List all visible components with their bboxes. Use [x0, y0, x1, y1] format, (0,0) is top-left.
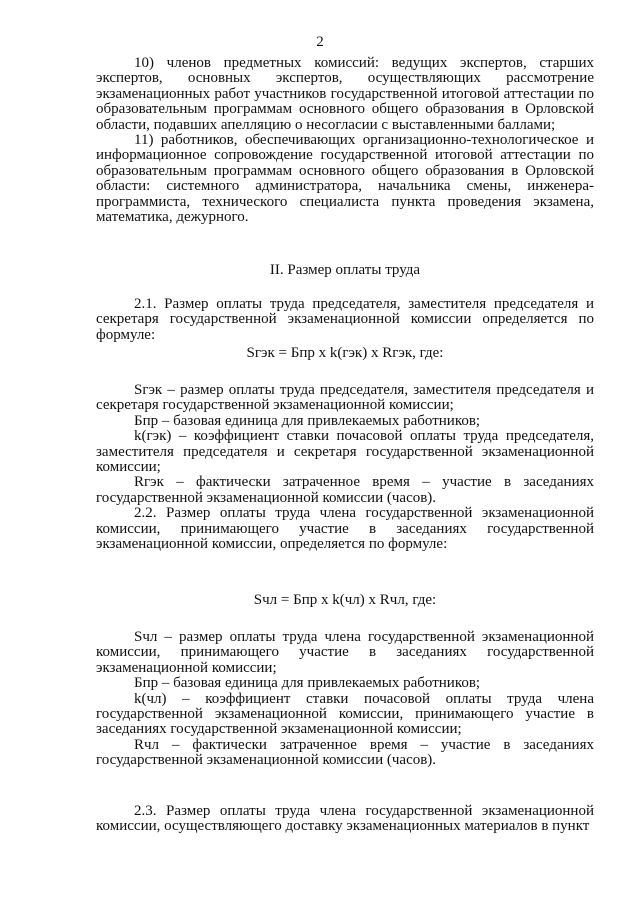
- definition-rchl: Rчл – фактически затраченное время – участие в заседаниях государственной экзаменационной комиссии (часов).: [96, 736, 594, 769]
- definition-kchl: k(чл) – коэффициент ставки почасовой оплаты труда члена государственной экзаменационной комиссии, принимающего участие в заседаниях государственной экзаменационной комиссии;: [96, 690, 594, 738]
- formula-schl: Sчл = Бпр х k(чл) х Rчл, где:: [253, 592, 437, 608]
- list-item-11: 11) работников, обеспечивающих организационно-технологическое и информационное сопровождение государственной итоговой аттестации по образовательным программам основного общего образования в Орловской области: системного администратора, начальника смены, инженера-программиста, технического специалиста пункта проведения экзамена, математика, дежурного.: [96, 132, 594, 226]
- list-items-top: [96, 56, 594, 225]
- definitions-block-2: [96, 630, 594, 769]
- definition-sgek: Sгэк – размер оплаты труда председателя, заместителя председателя и секретаря государственной экзаменационной комиссии;: [96, 382, 594, 414]
- section-heading: II. Размер оплаты труда: [269, 262, 421, 278]
- definition-bpr: Бпр – базовая единица для привлекаемых работников;: [134, 412, 481, 429]
- paragraph-2-1: [96, 297, 594, 343]
- definition-kgek: k(гэк) – коэффициент ставки почасовой оплаты труда председателя, заместителя председателя и секретаря государственной экзаменационной комиссии;: [96, 428, 594, 476]
- paragraph-2-3: [96, 804, 594, 835]
- list-item-10: 10) членов предметных комиссий: ведущих экспертов, старших экспертов, основных экспертов, осуществляющих рассмотрение экзаменационных работ участников государственной итоговой аттестации по образовательным программам основного общего образования в Орловской области, подавших апелляцию о несогласии с выставленными баллами;: [96, 55, 594, 133]
- definition-bpr-2: Бпр – базовая единица для привлекаемых работников;: [134, 675, 481, 692]
- page-number: 2: [316, 34, 324, 50]
- formula-sgek: Sгэк = Бпр х k(гэк) х Rгэк, где:: [246, 345, 444, 361]
- paragraph-2-1-text: 2.1. Размер оплаты труда председателя, заместителя председателя и секретаря государственной экзаменационной комиссии определяется по формуле:: [96, 296, 594, 343]
- paragraph-2-3-text: 2.3. Размер оплаты труда члена государственной экзаменационной комиссии, осуществляющего доставку экзаменационных материалов в пункт: [96, 803, 594, 835]
- paragraph-2-2: 2.2. Размер оплаты труда члена государственной экзаменационной комиссии, принимающего участие в заседаниях государственной экзаменационной комиссии, определяется по формуле:: [96, 505, 594, 553]
- definitions-block-1: [96, 383, 594, 552]
- definition-schl: Sчл – размер оплаты труда члена государственной экзаменационной комиссии, принимающего участие в заседаниях государственной экзаменационной комиссии;: [96, 629, 594, 676]
- definition-rgek: Rгэк – фактически затраченное время – участие в заседаниях государственной экзаменационной комиссии (часов).: [96, 474, 594, 506]
